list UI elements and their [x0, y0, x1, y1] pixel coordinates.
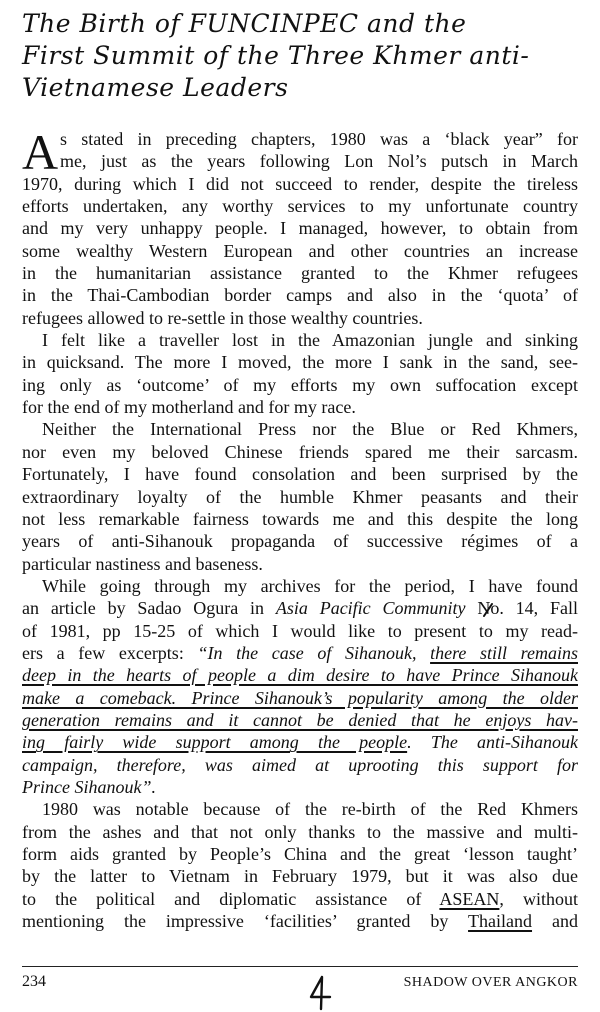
text-line: ing only as ‘outcome’ of my efforts my own suffocation except [22, 374, 578, 395]
text-line: Fortunately, I have found consolation and been surprised by the [22, 464, 578, 485]
quote-run: . The anti-Sihanouk [407, 732, 578, 753]
underlined-quote: there still remains [430, 642, 578, 663]
text-line: by the latter to Vietnam in February 1979, but it was also due [22, 866, 578, 887]
quote-run: “In the case of Sihanouk, [197, 642, 431, 663]
body-text [22, 124, 578, 932]
text-line: s stated in preceding chapters, 1980 was a ‘black year” for [60, 129, 578, 149]
text-line: While going through my archives for the period, I have found [42, 575, 578, 596]
text-line: extraordinary loyalty of the humble Khmer peasants and their [22, 486, 578, 507]
paragraph-5 [22, 798, 578, 932]
text-line: in quicksand. The more I moved, the more I sank in the sand, see- [22, 352, 578, 373]
quote-line: Prince Sihanouk”. [22, 776, 156, 797]
text-line: in the humanitarian assistance granted to the Khmer refugees [22, 263, 578, 284]
running-title: SHADOW OVER ANGKOR [403, 975, 578, 990]
text-run: to the political and diplomatic assistance of [22, 888, 440, 909]
text-line: I felt like a traveller lost in the Amazonian jungle and sinking [42, 330, 578, 351]
footer-rule [22, 966, 578, 967]
text-line: me, just as the years following Lon Nol’s putsch in March [60, 151, 578, 172]
chapter-title-line: Vietnamese Leaders [22, 73, 289, 102]
handwritten-note [305, 975, 333, 1011]
text-line [22, 910, 578, 932]
text-run: and [532, 911, 578, 932]
text-run: an article by Sadao Ogura in [22, 598, 276, 619]
text-run: No. 14, Fall [465, 598, 578, 619]
text-line: for the end of my motherland and for my race. [22, 397, 356, 418]
underlined-quote: ing fairly wide support among the people [22, 732, 408, 753]
underlined-quote-line: generation remains and it cannot be denied that he enjoys hav- [22, 709, 578, 730]
text-line: in the Thai-Cambodian border camps and also in the ‘quota’ of [22, 285, 578, 306]
chapter-title-line: The Birth of FUNCINPEC and the [22, 9, 467, 38]
chapter-title [22, 8, 582, 104]
journal-title: Asia Pacific Community [275, 598, 466, 619]
underlined-word: ASEAN [439, 888, 500, 909]
text-line: from the ashes and that not only thanks to the massive and multi- [22, 821, 578, 842]
page-number: 234 [22, 973, 46, 990]
text-line: some wealthy Western European and other countries an increase [22, 240, 578, 261]
quote-line [22, 731, 578, 753]
quote-line: campaign, therefore, was aimed at uprooting this support for [22, 754, 578, 775]
text-line [22, 642, 578, 664]
paragraph-2 [22, 329, 578, 418]
text-run: ers a few excerpts: [22, 642, 198, 663]
paragraph-1 [22, 124, 578, 329]
text-run: , without [499, 888, 578, 909]
text-line: refugees allowed to re-settle in those wealthy countries. [22, 307, 423, 328]
text-line: efforts undertaken, any worthy services to my unfortunate country [22, 196, 578, 217]
text-line: particular nastiness and baseness. [22, 553, 263, 574]
text-line [22, 888, 578, 910]
text-line [22, 597, 578, 619]
text-line: Neither the International Press nor the Blue or Red Khmers, [42, 419, 578, 440]
text-line: 1970, during which I did not succeed to render, despite the tireless [22, 173, 578, 194]
chapter-title-line: First Summit of the Three Khmer anti- [22, 41, 530, 70]
text-line: and my very unhappy people. I managed, however, to obtain from [22, 218, 578, 239]
text-line: form aids granted by People’s China and the great ‘lesson taught’ [22, 844, 578, 864]
text-line: not less remarkable fairness towards me and this despite the long [22, 508, 578, 529]
text-line: 1980 was notable because of the re-birth of the Red Khmers [42, 799, 578, 820]
text-line: years of anti-Sihanouk propaganda of successive régimes of a [22, 531, 578, 552]
underlined-word: Thailand [468, 911, 533, 932]
text-run: mentioning the impressive ‘facilities’ granted by [22, 911, 469, 932]
underlined-quote-line: deep in the hearts of people a dim desire to have Prince Sihanouk [22, 665, 578, 686]
text-line: nor even my beloved Chinese friends spared me their sarcasm. [22, 441, 578, 462]
handwritten-accent-mark [482, 602, 494, 618]
underlined-quote-line: make a comeback. Prince Sihanouk’s popularity among the older [22, 687, 578, 708]
paragraph-3 [22, 418, 578, 574]
paragraph-4 [22, 575, 578, 798]
drop-cap: A [22, 124, 59, 180]
text-line: of 1981, pp 15-25 of which I would like to present to my read- [22, 620, 578, 641]
